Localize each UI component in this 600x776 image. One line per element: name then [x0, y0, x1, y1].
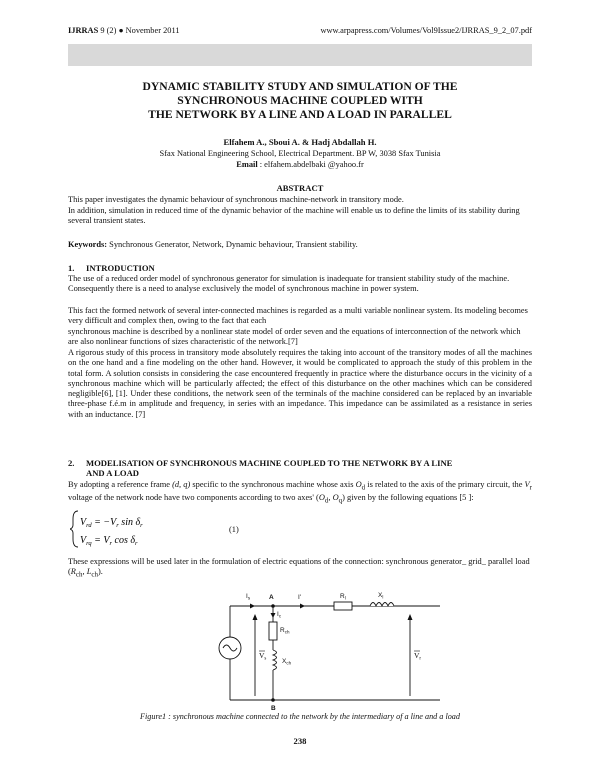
equation-number: (1) [229, 525, 239, 534]
is-arrow-icon [250, 604, 255, 609]
email-address[interactable]: : elfahem.abdelbaki @yahoo.fr [257, 160, 364, 169]
label-b: B [271, 705, 276, 712]
section2-intro: By adopting a reference frame (d, q) specific to the synchronous machine whose axis $O_d$ is related to the axis of the primary circuit, the $V_r$ voltage of the network node have two components according to two axes' ($O_d$, $O_q$) given by the following equations [5 ]: [68, 480, 532, 505]
journal-info: IJRRAS 9 (2) ● November 2011 [68, 26, 180, 35]
title-line-3: THE NETWORK BY A LINE AND A LOAD IN PARALLEL [148, 108, 452, 122]
keywords-label: Keywords: [68, 240, 108, 249]
keywords-text: Synchronous Generator, Network, Dynamic behaviour, Transient stability. [107, 240, 358, 249]
label-vs: $V_s$ [259, 651, 267, 662]
authors: Elfahem A., Sboui A. & Hadj Abdallah H. [223, 137, 377, 147]
equation-1 [70, 507, 220, 551]
label-i-prime: I' [298, 594, 302, 601]
header-band [68, 44, 532, 66]
section1-heading: 1. INTRODUCTION [68, 263, 155, 273]
ic-arrow-icon [271, 613, 276, 618]
node-a [271, 604, 275, 608]
section2-after-eq: These expressions will be used later in the formulation of electric equations of the connection: synchronous generator_ grid_ parallel load ($R_{ch}$, $L_{ch}$). [68, 557, 530, 579]
keywords [68, 240, 532, 250]
section1-p3: synchronous machine is described by a nonlinear state model of order seven and the equations of interconnection of the network which are also nonlinear functions of sizes characteristic of the network.[7] [68, 327, 521, 347]
abstract-p1: This paper investigates the dynamic behaviour of synchronous machine-network in transitory mode. [68, 195, 404, 204]
section1-p4: A rigorous study of this process in transitory mode absolutely requires the taking into account of the transitory modes of all the machines on the one hand and a fine modeling on the other hand. However, it would be complicated to approach the study of this problem in the total form. A solution consists in considering the case encountered frequently in practice where the disturbance occurs in the vicinity of a synchronous machine which will be particularly affected; the effect of this disturbance on the other machines which can be considered negligible[6], [1]. Under these conditions, the network seen of the terminals of the machine considered can be replaced by an invariable three-phase f.é.m in amplitude and frequency, in series with an impedance. This impedance can be assimilated as a resistance in series with an inductance. [7] [68, 348, 532, 419]
load-inductor-icon [273, 650, 277, 670]
section1-p1: The use of a reduced order model of synchronous generator for simulation is inadequate for transient stability study of the machine. Consequently there is a need to analyse exclusively the model of synchronous machine in power system. [68, 274, 510, 294]
abstract-p2: In addition, simulation in reduced time of the dynamic behavior of the machine will enable us to define the limits of its stability during several transient states. [68, 206, 520, 226]
label-ic: $I_c$ [277, 611, 282, 619]
equation-line-1: $V_{rd} = -V_r$ $\sin \delta_r$ [80, 517, 143, 529]
label-vr: $V_r$ [414, 651, 422, 662]
title-line-1: DYNAMIC STABILITY STUDY AND SIMULATION OF THE [142, 80, 458, 93]
abstract-heading: ABSTRACT [276, 183, 324, 193]
vr-arrowhead-icon [408, 614, 413, 620]
vs-arrowhead-icon [253, 614, 258, 620]
node-b [271, 698, 275, 702]
ac-wave-icon [223, 645, 237, 651]
i-prime-arrow-icon [300, 604, 305, 609]
circuit-diagram [210, 584, 460, 754]
label-xl: $X_l$ [378, 592, 384, 600]
section1-p2: This fact the formed network of several inter-connected machines is regarded as a multi variable nonlinear system. Its modeling becomes very difficult and complex then, owing to the fact that each [68, 306, 528, 326]
label-xch: $X_{ch}$ [282, 658, 292, 666]
title-line-2: SYNCHRONOUS MACHINE COUPLED WITH [177, 94, 423, 108]
line-inductor-icon [370, 603, 394, 607]
running-header [68, 26, 532, 35]
label-rl: $R_l$ [340, 593, 346, 601]
label-rch: $R_{ch}$ [280, 627, 290, 635]
email-line [68, 160, 532, 169]
line-resistor [334, 602, 352, 610]
page-number: 238 [293, 736, 307, 746]
label-is: $I_s$ [246, 593, 251, 601]
section2-heading: 2. MODELISATION OF SYNCHRONOUS MACHINE COUPLED TO THE NETWORK BY A LINE AND A LOAD [68, 458, 453, 479]
equation-line-2: $V_{rq} = V_r$ $\cos \delta_r$ [80, 535, 138, 547]
affiliation: Sfax National Engineering School, Electrical Department. BP W, 3038 Sfax Tunisia [159, 149, 441, 158]
label-a: A [269, 594, 274, 601]
email-label: Email [236, 160, 258, 169]
load-resistor [269, 622, 277, 640]
header-url[interactable]: www.arpapress.com/Volumes/Vol9Issue2/IJRRAS_9_2_07.pdf [320, 26, 532, 35]
paper-title [68, 80, 532, 123]
figure-caption: Figure1 : synchronous machine connected to the network by the intermediary of a line and a load [140, 712, 460, 721]
